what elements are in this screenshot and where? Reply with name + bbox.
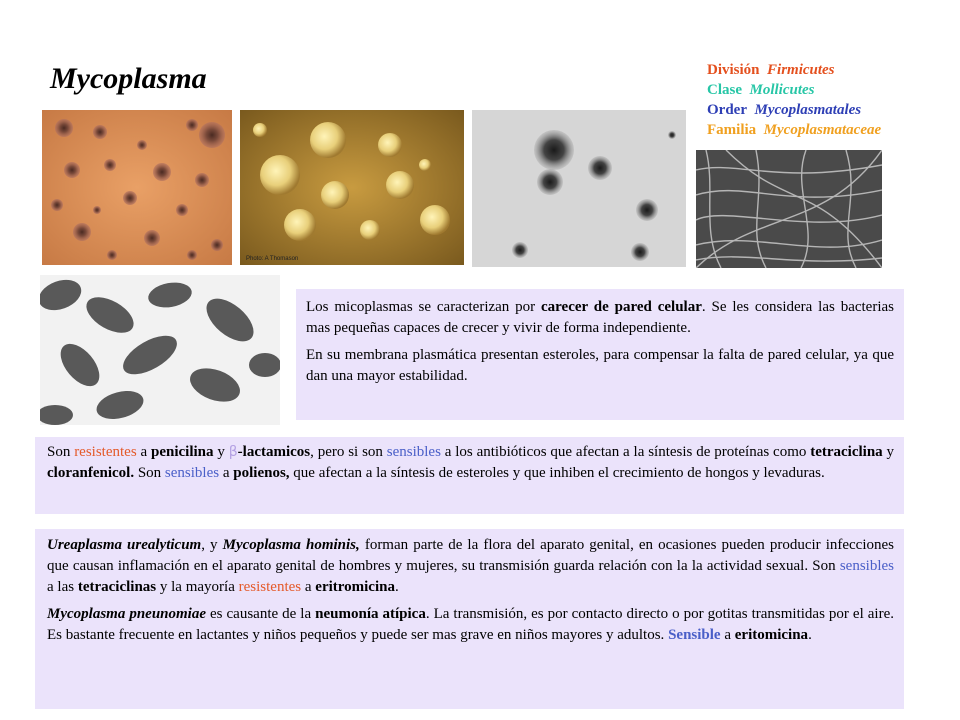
taxonomy-order: Order Mycoplasmatales [707, 102, 862, 118]
antibiotic-paragraph: Son resistentes a penicilina y β-lactamicos, pero si son sensibles a los antibióticos que afectan a la síntesis de proteínas como tetraciclina y cloranfenicol. Son sensibles a polienos, que afectan a la síntesis de esteroles y que inhiben el crecimiento de hongos y levaduras. [47, 444, 895, 481]
taxonomy-family: Familia Mycoplasmataceae [707, 122, 882, 138]
sem-filaments-image [696, 150, 882, 268]
stained-cells-image [40, 275, 280, 425]
taxonomy-division: División Firmicutes [707, 62, 835, 78]
description-box [296, 289, 904, 420]
colonies-grayscale-image [472, 110, 686, 267]
page-title: Mycoplasma [50, 62, 207, 95]
species-paragraph-2: Mycoplasma pneunomiae es causante de la neumonía atípica. La transmisión, es por contacto directo o por gotitas transmitidas por el aire. Es bastante frecuente en lactantes y niños pequeños y puede ser mas grave en niños mayores y adultos. Sensible a eritomicina. [47, 606, 894, 643]
species-paragraph-1: Ureaplasma urealyticum, y Mycoplasma hominis, forman parte de la flora del aparato genital, en ocasiones pueden producir infecciones que causan inflamación en el aparato genital de hombres y mujeres, su transmisión guarda relación con la la actividad sexual. Son sensibles a las tetraciclinas y la mayoría resistentes a eritromicina. [47, 537, 895, 595]
species-box [35, 529, 904, 709]
taxonomy-class: Clase Mollicutes [707, 82, 815, 98]
description-paragraph-1: Los micoplasmas se caracterizan por carecer de pared celular. Se les considera las bacterias mas pequeñas capaces de crecer y vivir de forma independiente. [306, 299, 894, 336]
colonies-orange-agar-image [42, 110, 232, 265]
photo-credit: Photo: A Thomason [246, 256, 299, 262]
antibiotic-box [35, 437, 904, 514]
description-paragraph-2: En su membrana plasmática presentan esteroles, para compensar la falta de pared celular, ya que dan una mayor estabilidad. [306, 347, 894, 384]
colonies-yellow-agar-image [240, 110, 464, 265]
taxonomy-block [707, 60, 881, 140]
